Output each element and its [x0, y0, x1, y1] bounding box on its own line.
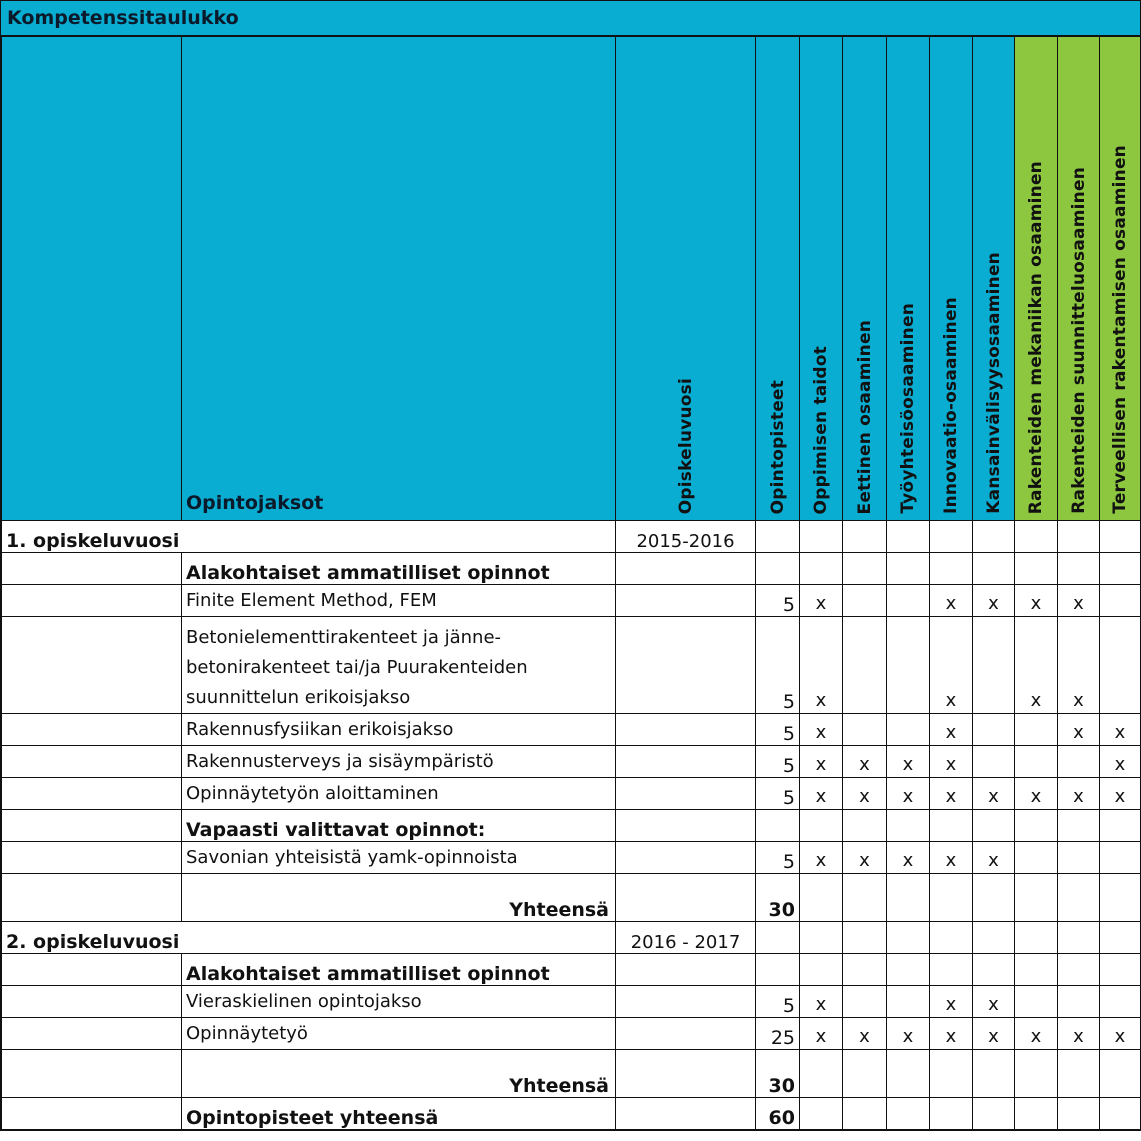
empty-cell	[1100, 585, 1141, 617]
empty-cell	[616, 986, 756, 1018]
competence-mark: x	[843, 1018, 887, 1050]
empty-cell	[800, 874, 843, 922]
section-row	[2, 553, 1141, 585]
course-row	[2, 842, 1141, 874]
empty-cell	[1100, 617, 1141, 714]
competence-label: Terveellisen rakentamisen osaaminen	[1110, 145, 1130, 514]
year-period: 2015-2016	[616, 521, 756, 553]
empty-cell	[973, 874, 1015, 922]
competence-mark: x	[843, 842, 887, 874]
empty-cell	[973, 746, 1015, 778]
empty-cell	[800, 1050, 843, 1098]
empty-cell	[843, 874, 887, 922]
header-competence-col	[1015, 37, 1058, 521]
competence-mark: x	[1015, 1018, 1058, 1050]
competence-mark: x	[1058, 778, 1100, 810]
competence-label: Oppimisen taidot	[811, 345, 831, 514]
empty-cell	[616, 778, 756, 810]
empty-cell	[887, 714, 930, 746]
empty-cell	[887, 874, 930, 922]
empty-cell	[2, 986, 182, 1018]
empty-cell	[1015, 954, 1058, 986]
header-year-col	[616, 37, 756, 521]
year-label: 1. opiskeluvuosi	[2, 521, 616, 553]
course-name: Vieraskielinen opintojakso	[182, 986, 616, 1018]
empty-cell	[930, 1050, 973, 1098]
course-credits: 5	[756, 746, 800, 778]
empty-cell	[2, 954, 182, 986]
empty-cell	[930, 874, 973, 922]
total-label: Yhteensä	[182, 874, 616, 922]
empty-cell	[1058, 553, 1100, 585]
year-col-label: Opiskeluvuosi	[675, 377, 696, 514]
empty-cell	[973, 617, 1015, 714]
empty-cell	[887, 1098, 930, 1130]
competence-mark: x	[800, 986, 843, 1018]
competence-label: Eettinen osaaminen	[854, 319, 875, 514]
course-col-label: Opintojaksot	[186, 492, 324, 514]
header-competence-col	[887, 37, 930, 521]
empty-cell	[2, 746, 182, 778]
empty-cell	[843, 585, 887, 617]
empty-cell	[2, 553, 182, 585]
header-competence-col	[1100, 37, 1141, 521]
course-row	[2, 617, 1141, 714]
empty-cell	[1100, 1098, 1141, 1130]
empty-cell	[2, 585, 182, 617]
competence-mark: x	[930, 617, 973, 714]
course-name: Opinnäytetyön aloittaminen	[182, 778, 616, 810]
empty-cell	[887, 617, 930, 714]
total-row	[2, 874, 1141, 922]
empty-cell	[887, 986, 930, 1018]
empty-cell	[1058, 810, 1100, 842]
empty-cell	[843, 617, 887, 714]
empty-cell	[930, 1098, 973, 1130]
competence-mark: x	[1015, 585, 1058, 617]
grand-total-credits: 60	[756, 1098, 800, 1130]
empty-cell	[843, 954, 887, 986]
empty-cell	[1100, 874, 1141, 922]
competence-mark: x	[887, 842, 930, 874]
empty-cell	[616, 746, 756, 778]
empty-cell	[2, 810, 182, 842]
total-label: Yhteensä	[182, 1050, 616, 1098]
competence-mark: x	[973, 778, 1015, 810]
competence-mark: x	[930, 746, 973, 778]
empty-cell	[843, 986, 887, 1018]
empty-cell	[756, 553, 800, 585]
header-course-col	[182, 37, 616, 521]
competence-mark: x	[843, 778, 887, 810]
competence-mark: x	[930, 842, 973, 874]
header-row	[2, 37, 1141, 521]
empty-cell	[1015, 1050, 1058, 1098]
empty-cell	[973, 1098, 1015, 1130]
course-credits: 5	[756, 617, 800, 714]
section-title: Alakohtaiset ammatilliset opinnot	[182, 954, 616, 986]
competence-label: Työyhteisöosaaminen	[898, 303, 918, 514]
empty-cell	[887, 922, 930, 954]
header-competence-col	[1058, 37, 1100, 521]
competence-mark: x	[973, 842, 1015, 874]
empty-cell	[1100, 954, 1141, 986]
competence-mark: x	[1058, 1018, 1100, 1050]
year-period: 2016 - 2017	[616, 922, 756, 954]
competence-label: Rakenteiden mekaniikan osaaminen	[1026, 160, 1046, 514]
empty-cell	[1058, 874, 1100, 922]
empty-cell	[973, 553, 1015, 585]
empty-cell	[1100, 1050, 1141, 1098]
empty-cell	[887, 521, 930, 553]
empty-cell	[2, 778, 182, 810]
empty-cell	[1058, 842, 1100, 874]
empty-cell	[843, 521, 887, 553]
course-name-line: suunnittelun erikoisjakso	[186, 687, 411, 708]
competence-mark: x	[1015, 617, 1058, 714]
course-name: Opinnäytetyö	[182, 1018, 616, 1050]
table-title: Kompetenssitaulukko	[1, 1, 1140, 36]
empty-cell	[887, 585, 930, 617]
empty-cell	[887, 810, 930, 842]
empty-cell	[800, 1098, 843, 1130]
competence-mark: x	[800, 778, 843, 810]
header-credits-col	[756, 37, 800, 521]
competence-label: Kansainvälisyysosaaminen	[983, 252, 1004, 514]
empty-cell	[1100, 842, 1141, 874]
competence-mark: x	[800, 1018, 843, 1050]
competence-mark: x	[843, 746, 887, 778]
empty-cell	[973, 922, 1015, 954]
course-name: Savonian yhteisistä yamk-opinnoista	[182, 842, 616, 874]
empty-cell	[2, 617, 182, 714]
empty-cell	[843, 1098, 887, 1130]
competence-mark: x	[1100, 1018, 1141, 1050]
empty-cell	[973, 521, 1015, 553]
empty-cell	[800, 810, 843, 842]
empty-cell	[843, 714, 887, 746]
empty-cell	[2, 1098, 182, 1130]
competence-mark: x	[1100, 714, 1141, 746]
competence-mark: x	[887, 746, 930, 778]
empty-cell	[930, 553, 973, 585]
competence-table	[1, 36, 1141, 1130]
competence-mark: x	[930, 1018, 973, 1050]
header-competence-col	[843, 37, 887, 521]
competence-mark: x	[1100, 746, 1141, 778]
empty-cell	[1100, 922, 1141, 954]
empty-cell	[1015, 521, 1058, 553]
course-credits: 5	[756, 986, 800, 1018]
empty-cell	[2, 874, 182, 922]
empty-cell	[2, 1018, 182, 1050]
empty-cell	[1058, 746, 1100, 778]
total-credits: 30	[756, 1050, 800, 1098]
empty-cell	[930, 954, 973, 986]
competence-label: Innovaatio-osaaminen	[941, 297, 961, 514]
competence-label: Rakenteiden suunnitteluosaaminen	[1068, 167, 1089, 514]
competence-mark: x	[800, 714, 843, 746]
empty-cell	[973, 1050, 1015, 1098]
competence-mark: x	[973, 1018, 1015, 1050]
empty-cell	[756, 922, 800, 954]
course-name: Rakennusterveys ja sisäympäristö	[182, 746, 616, 778]
empty-cell	[973, 954, 1015, 986]
course-credits: 5	[756, 778, 800, 810]
empty-cell	[930, 810, 973, 842]
empty-cell	[1058, 521, 1100, 553]
year-row	[2, 521, 1141, 553]
section-row	[2, 810, 1141, 842]
empty-cell	[1015, 922, 1058, 954]
competence-mark: x	[800, 746, 843, 778]
empty-cell	[1015, 746, 1058, 778]
competence-mark: x	[887, 778, 930, 810]
empty-cell	[887, 553, 930, 585]
empty-cell	[1015, 842, 1058, 874]
empty-cell	[973, 714, 1015, 746]
empty-cell	[800, 521, 843, 553]
empty-cell	[1015, 810, 1058, 842]
grand-total-row	[2, 1098, 1141, 1130]
course-row	[2, 714, 1141, 746]
empty-cell	[1058, 1098, 1100, 1130]
empty-cell	[843, 553, 887, 585]
empty-cell	[843, 1050, 887, 1098]
course-row	[2, 986, 1141, 1018]
competence-mark: x	[930, 585, 973, 617]
empty-cell	[800, 922, 843, 954]
competence-mark: x	[800, 617, 843, 714]
empty-cell	[1100, 810, 1141, 842]
competence-mark: x	[1058, 714, 1100, 746]
empty-cell	[1058, 1050, 1100, 1098]
course-credits: 5	[756, 585, 800, 617]
course-row	[2, 1018, 1141, 1050]
empty-cell	[930, 521, 973, 553]
credits-col-label: Opintopisteet	[767, 379, 788, 514]
empty-cell	[756, 521, 800, 553]
competence-mark: x	[887, 1018, 930, 1050]
empty-cell	[930, 922, 973, 954]
empty-cell	[1058, 954, 1100, 986]
empty-cell	[616, 810, 756, 842]
empty-cell	[616, 1018, 756, 1050]
competence-mark: x	[800, 585, 843, 617]
course-credits: 5	[756, 842, 800, 874]
grand-total-label: Opintopisteet yhteensä	[182, 1098, 616, 1130]
empty-cell	[616, 714, 756, 746]
empty-cell	[1100, 521, 1141, 553]
empty-cell	[616, 617, 756, 714]
empty-cell	[756, 810, 800, 842]
course-name: Finite Element Method, FEM	[182, 585, 616, 617]
competence-mark: x	[973, 585, 1015, 617]
year-label: 2. opiskeluvuosi	[2, 922, 616, 954]
header-competence-col	[930, 37, 973, 521]
empty-cell	[887, 954, 930, 986]
year-row	[2, 922, 1141, 954]
competence-mark: x	[973, 986, 1015, 1018]
empty-cell	[616, 954, 756, 986]
header-competence-col	[800, 37, 843, 521]
empty-cell	[887, 1050, 930, 1098]
empty-cell	[1015, 553, 1058, 585]
competence-mark: x	[1015, 778, 1058, 810]
empty-cell	[843, 922, 887, 954]
empty-cell	[616, 585, 756, 617]
header-empty-cell	[2, 37, 182, 521]
empty-cell	[616, 1050, 756, 1098]
empty-cell	[1015, 1098, 1058, 1130]
course-name-line: betonirakenteet tai/ja Puurakenteiden	[186, 657, 528, 678]
empty-cell	[800, 553, 843, 585]
empty-cell	[616, 553, 756, 585]
course-row	[2, 746, 1141, 778]
empty-cell	[756, 954, 800, 986]
competence-mark: x	[1100, 778, 1141, 810]
competence-mark: x	[800, 842, 843, 874]
total-credits: 30	[756, 874, 800, 922]
empty-cell	[1015, 874, 1058, 922]
section-title: Vapaasti valittavat opinnot:	[182, 810, 616, 842]
course-row	[2, 585, 1141, 617]
empty-cell	[2, 1050, 182, 1098]
course-row	[2, 778, 1141, 810]
competence-mark: x	[930, 778, 973, 810]
empty-cell	[2, 714, 182, 746]
empty-cell	[1058, 986, 1100, 1018]
empty-cell	[1058, 922, 1100, 954]
empty-cell	[616, 874, 756, 922]
empty-cell	[843, 810, 887, 842]
empty-cell	[616, 1098, 756, 1130]
empty-cell	[973, 810, 1015, 842]
section-title: Alakohtaiset ammatilliset opinnot	[182, 553, 616, 585]
section-row	[2, 954, 1141, 986]
competence-mark: x	[930, 986, 973, 1018]
competence-mark: x	[1058, 585, 1100, 617]
course-credits: 25	[756, 1018, 800, 1050]
empty-cell	[1100, 986, 1141, 1018]
empty-cell	[800, 954, 843, 986]
header-competence-col	[973, 37, 1015, 521]
empty-cell	[2, 842, 182, 874]
competence-mark: x	[930, 714, 973, 746]
total-row	[2, 1050, 1141, 1098]
course-name	[182, 617, 616, 714]
empty-cell	[1015, 714, 1058, 746]
competence-mark: x	[1058, 617, 1100, 714]
course-name: Rakennusfysiikan erikoisjakso	[182, 714, 616, 746]
course-credits: 5	[756, 714, 800, 746]
empty-cell	[616, 842, 756, 874]
course-name-line: Betonielementtirakenteet ja jänne-	[186, 627, 502, 648]
empty-cell	[1015, 986, 1058, 1018]
empty-cell	[1100, 553, 1141, 585]
